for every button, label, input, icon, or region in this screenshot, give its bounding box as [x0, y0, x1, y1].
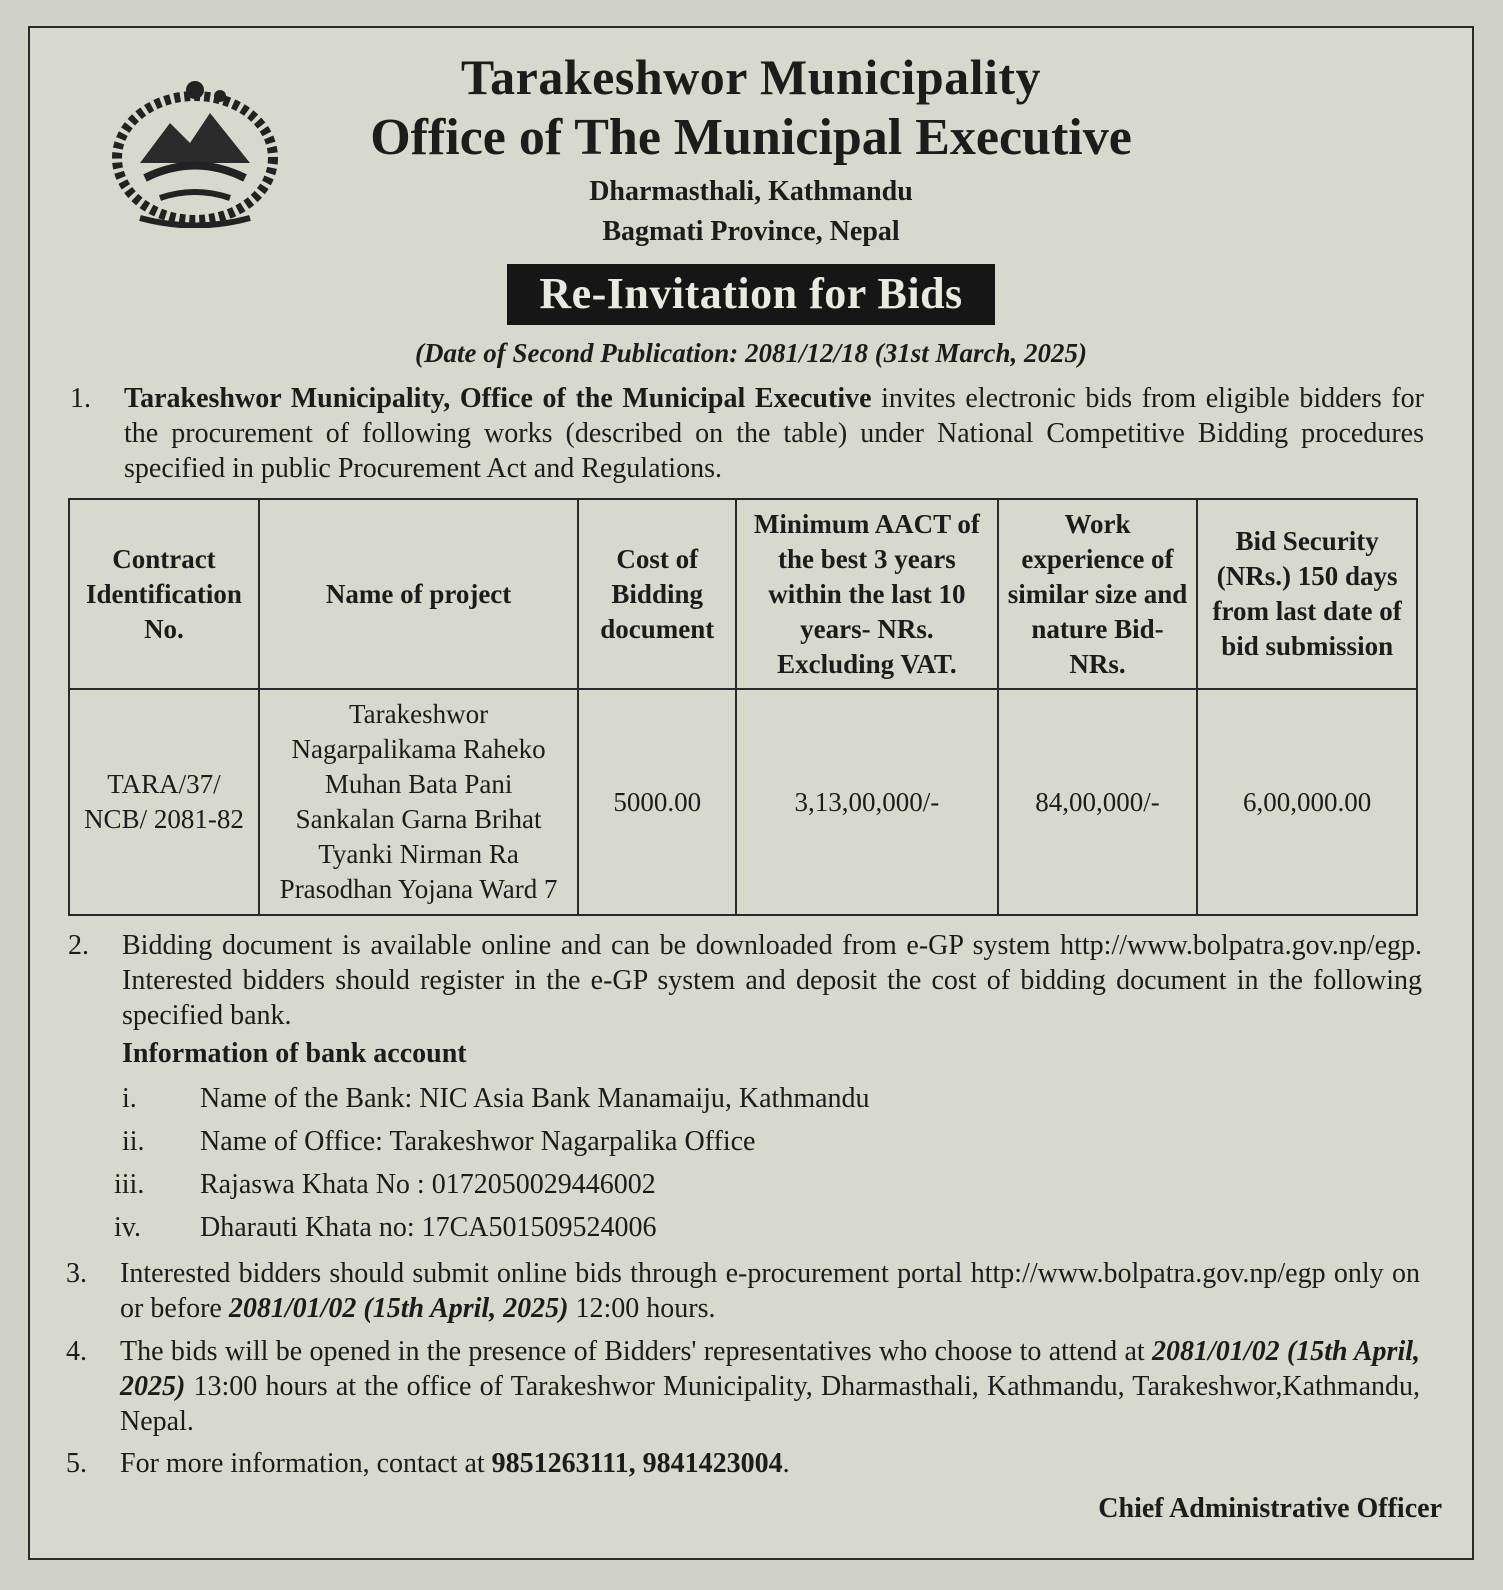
contact-phones: 9851263111, 9841423004 [491, 1448, 783, 1479]
address-line-1: Dharmasthali, Kathmandu [589, 176, 913, 207]
cell-project-name: Tarakeshwor Nagarpalikama Raheko Muhan Bata Pani Sankalan Garna Brihat Tyanki Nirman Ra Prasodhan Yojana Ward 7 [259, 689, 578, 915]
office-name: Name of Office: Tarakeshwor Nagarpalika Office [200, 1126, 756, 1157]
notice-banner: Re-Invitation for Bids [507, 264, 994, 325]
issuer-name: Tarakeshwor Municipality, Office of the Municipal Executive [124, 383, 872, 414]
cell-doc-cost: 5000.00 [578, 689, 736, 915]
item-5-text: For more information, contact at 9851263111, 9841423004. [120, 1448, 790, 1479]
item-1-text [124, 381, 1424, 486]
item-number-1: 1. [70, 383, 91, 414]
header-contract-id: Contract Identification No. [69, 499, 259, 689]
item-number-5: 5. [66, 1448, 87, 1479]
cell-min-aact: 3,13,00,000/- [736, 689, 998, 915]
cell-work-experience: 84,00,000/- [998, 689, 1198, 915]
bid-table [68, 498, 1418, 916]
rajaswa-account: Rajaswa Khata No : 0172050029446002 [200, 1169, 656, 1200]
bid-notice: Tarakeshwor Municipality Office of The Municipal Executive Dharmasthali, Kathmandu Bagmati Province, Nepal Re-Invitation for Bids (Date of Second Publication: 2081/12/18 (31st March, 2025) 1. Tarakeshwor Municipality, Office of the Municipal Executive invites electronic bids from eligible bidders for the procurement of following works (described on the table) under National Competitive Bidding procedures specified in public Procurement Act and Regulations. Contract Identification No. Name of project Cost of Bidding document Minimum AACT of the best 3 years within the last 10 years- NRs. Excluding VAT. Work experience of similar size and nature Bid-NRs. Bid Security (NRs.) 150 days from last date of bid submission TARA/37/ NCB/ 2081-82 Tarakeshwor Nagarpalikama Raheko Muhan Bata Pani Sankalan Garna Brihat Tyanki Nirman Ra Prasodhan Yojana Ward 7 5000.00 3,13,00,000/- 84,00,000/- 6,00,000.00 2. Bidding document is available online and can be downloaded from e-GP system http://www.bolpatra.gov.np/egp. Interested bidders should register in the e-GP system and deposit the cost of bidding document in the following specified bank. Information of bank account i. Name of the Bank: NIC Asia Bank Manamaiju, Kathmandu ii. Name of Office: Tarakeshwor Nagarpalika Office iii. Rajaswa Khata No : 0172050029446002 iv. Dharauti Khata no: 17CA501509524006 3. Interested bidders should submit online bids through e-procurement portal http://www.bolpatra.gov.np/egp only on or before 2081/01/02 (15th April, 2025) 12:00 hours. 4. The bids will be opened in the presence of Bidders' representatives who choose to attend at 2081/01/02 (15th April, 2025) 13:00 hours at the office of Tarakeshwor Municipality, Dharmasthali, Kathmandu, Tarakeshwor,Kathmandu, Nepal. 5. For more information, contact at 9851263111, 9841423004. Chief Administrative Officer [28, 26, 1474, 1560]
bank-info-heading: Information of bank account [122, 1038, 467, 1069]
signoff: Chief Administrative Officer [1098, 1493, 1442, 1524]
publication-date: (Date of Second Publication: 2081/12/18 (31st March, 2025) [415, 338, 1087, 368]
dharauti-account: Dharauti Khata no: 17CA501509524006 [200, 1212, 657, 1243]
header-bid-security: Bid Security (NRs.) 150 days from last date of bid submission [1197, 499, 1417, 689]
item-2-text: Bidding document is available online and can be downloaded from e-GP system http://www.bolpatra.gov.np/egp. Interested bidders should register in the e-GP system and deposit the cost of bidding document in the following specified bank. [122, 930, 1422, 1031]
header-min-aact: Minimum AACT of the best 3 years within the last 10 years- NRs. Excluding VAT. [736, 499, 998, 689]
item-number-4: 4. [66, 1336, 87, 1367]
item-3-text: Interested bidders should submit online bids through e-procurement portal http://www.bolpatra.gov.np/egp only on or before 2081/01/02 (15th April, 2025) 12:00 hours. [120, 1258, 1420, 1324]
item-number-3: 3. [66, 1258, 87, 1289]
header-project-name: Name of project [259, 499, 578, 689]
header-doc-cost: Cost of Bidding document [578, 499, 736, 689]
office-title: Office of The Municipal Executive [370, 109, 1132, 166]
bank-name: Name of the Bank: NIC Asia Bank Manamaiju, Kathmandu [200, 1083, 870, 1114]
item-number-2: 2. [68, 930, 89, 961]
opening-date: 2081/01/02 (15th April, 2025) [120, 1336, 1421, 1402]
table-row [69, 689, 1417, 915]
item-4-text: The bids will be opened in the presence of Bidders' representatives who choose to attend at 2081/01/02 (15th April, 2025) 13:00 hours at the office of Tarakeshwor Municipality, Dharmasthali, Kathmandu, Tarakeshwor,Kathmandu, Nepal. [120, 1336, 1421, 1437]
table-header-row [69, 499, 1417, 689]
cell-contract-id: TARA/37/ NCB/ 2081-82 [69, 689, 259, 915]
item-1-body: invites electronic bids from eligible bidders for the procurement of following works (described on the table) under National Competitive Bidding procedures specified in public Procurement Act and Regulations. [124, 383, 1425, 484]
municipality-title: Tarakeshwor Municipality [460, 49, 1042, 105]
submission-deadline: 2081/01/02 (15th April, 2025) [228, 1293, 569, 1324]
cell-bid-security: 6,00,000.00 [1197, 689, 1417, 915]
header-work-experience: Work experience of similar size and nature Bid-NRs. [998, 499, 1198, 689]
address-line-2: Bagmati Province, Nepal [602, 216, 900, 247]
